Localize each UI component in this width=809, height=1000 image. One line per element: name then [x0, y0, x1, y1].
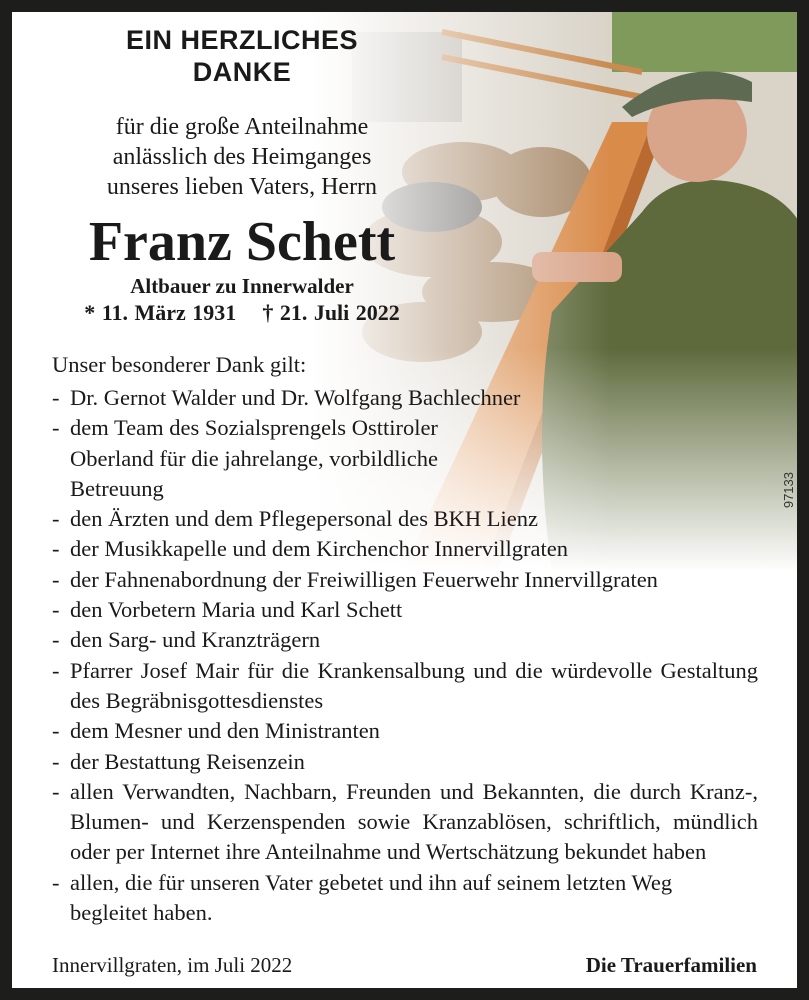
deceased-title: Altbauer zu Innerwalder [130, 274, 354, 298]
list-item: - den Ärzten und dem Pflegepersonal des BKH Lienz [52, 504, 758, 534]
heading-line: EIN HERZLICHES [125, 25, 359, 55]
intro-line: anlässlich des Heimganges [112, 144, 372, 170]
heading-line: DANKE [192, 57, 292, 87]
list-item: - dem Team des Sozialsprengels Osttiroler Oberland für die jahrelange, vorbildliche Betreuung [52, 413, 758, 504]
list-item: - der Bestattung Reisenzein [52, 747, 758, 777]
intro-text [52, 112, 432, 202]
list-item: - Dr. Gernot Walder und Dr. Wolfgang Bachlechner [52, 383, 758, 413]
list-item: - allen, die für unseren Vater gebetet und ihn auf seinem letzten Weg begleitet haben. [52, 868, 758, 929]
intro-line: für die große Anteilnahme [115, 114, 369, 140]
heading [52, 24, 432, 88]
deceased-name: Franz Schett [88, 211, 396, 273]
death-date: † 21. Juli 2022 [262, 300, 400, 325]
birth-date: * 11. März 1931 [84, 300, 237, 325]
thanks-lead: Unser besonderer Dank gilt: [52, 352, 307, 377]
list-item: - der Fahnenabordnung der Freiwilligen Feuerwehr Innervillgraten [52, 565, 758, 595]
list-item: - der Musikkapelle und dem Kirchenchor Innervillgraten [52, 534, 758, 564]
list-item: - dem Mesner und den Ministranten [52, 716, 758, 746]
ad-code: 97133 [781, 472, 796, 509]
life-dates [52, 300, 432, 326]
intro-line: unseres lieben Vaters, Herrn [106, 174, 378, 200]
list-item: - den Sarg- und Kranzträgern [52, 625, 758, 655]
signature: Die Trauerfamilien [585, 953, 757, 977]
thanks-list [52, 383, 758, 928]
list-item: - Pfarrer Josef Mair für die Krankensalbung und die würdevolle Gestaltung des Begräbnisgottesdienstes [52, 656, 758, 717]
place-date: Innervillgraten, im Juli 2022 [52, 953, 293, 977]
list-item: - allen Verwandten, Nachbarn, Freunden und Bekannten, die durch Kranz-, Blumen- und Kerzenspenden sowie Kranzablösen, schriftlich, mündlich oder per Internet ihre Anteilnahme und Wertschätzung bekundet haben [52, 777, 758, 868]
list-item: - den Vorbetern Maria und Karl Schett [52, 595, 758, 625]
